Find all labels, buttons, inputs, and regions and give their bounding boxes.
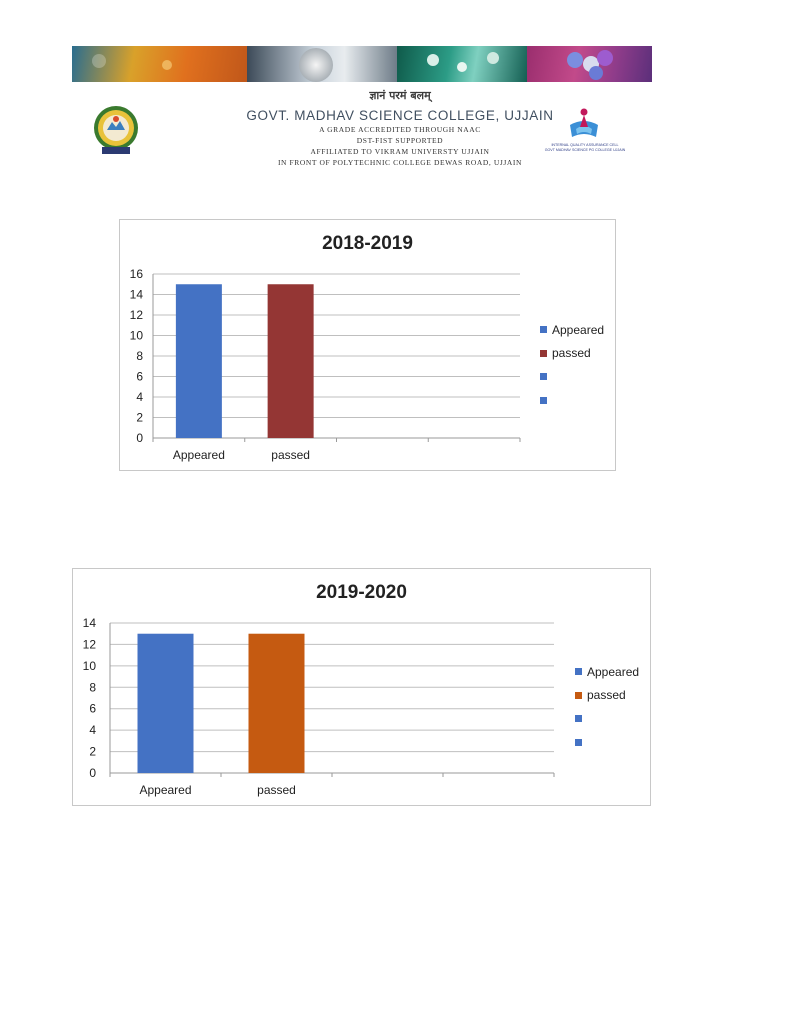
y-tick-label: 12 [82,637,96,652]
legend-label: passed [552,346,591,361]
legend-item [575,660,639,684]
y-tick-label: 14 [129,287,143,302]
legend-item [575,707,639,731]
y-tick-label: 6 [136,369,143,384]
legend-label: Appeared [587,664,640,679]
chart-legend [575,660,639,754]
y-tick-label: 16 [129,267,143,281]
support-line: DST-FIST SUPPORTED [356,136,444,145]
x-category-label: Appeared [139,783,192,797]
y-tick-label: 2 [136,410,143,425]
college-name: GOVT. MADHAV SCIENCE COLLEGE, UJJAIN [246,108,554,123]
chart-legend [540,318,604,412]
banner-panel-formulas [72,46,247,82]
legend-label: Appeared [552,322,605,337]
y-tick-label: 10 [129,328,143,343]
x-category-label: passed [257,783,296,797]
y-tick-label: 4 [136,390,143,404]
banner-panel-molecules [397,46,527,82]
legend-item [540,318,604,342]
y-tick-label: 8 [136,349,143,363]
y-tick-label: 8 [89,680,96,695]
chart-2018-2019 [119,219,616,471]
legend-swatch [540,326,547,333]
banner-panel-robot [247,46,397,82]
chart-plot-area [73,569,650,805]
legend-item [575,731,639,755]
iqac-subtitle: GOVT MADHAV SCIENCE PG COLLEGE UJJAIN [544,148,626,152]
chart-title: 2018-2019 [322,233,413,254]
y-tick-label: 14 [82,616,96,630]
address-line: IN FRONT OF POLYTECHNIC COLLEGE DEWAS ROAD, UJJAIN [277,158,523,167]
bar-appeared [176,284,222,438]
legend-swatch [540,350,547,357]
y-tick-label: 2 [89,744,96,759]
legend-swatch [575,668,582,675]
legend-swatch [575,739,582,746]
legend-item [575,684,639,708]
y-tick-label: 10 [82,658,96,673]
x-category-label: passed [271,448,310,462]
y-tick-label: 0 [89,766,96,780]
legend-item [540,342,604,366]
accreditation-line: A GRADE ACCREDITED THROUGH NAAC [319,125,481,134]
iqac-logo [536,103,634,157]
legend-swatch [540,397,547,404]
chart-2019-2020 [72,568,651,806]
bar-appeared [138,634,194,773]
y-tick-label: 0 [136,431,143,445]
chart-title: 2019-2020 [316,582,407,603]
legend-swatch [575,715,582,722]
banner-panel-atoms [527,46,652,82]
affiliation-line: AFFILIATED TO VIKRAM UNIVERSTY UJJAIN [310,147,490,156]
legend-swatch [540,373,547,380]
legend-label: passed [587,688,626,703]
college-seal-logo [90,104,142,156]
y-tick-label: 12 [129,308,143,322]
y-tick-label: 4 [89,723,96,738]
header-banner [72,46,652,82]
iqac-title: INTERNAL QUALITY ASSURANCE CELL [551,143,619,147]
bar-passed [249,634,305,773]
x-category-label: Appeared [172,448,225,462]
college-motto: ज्ञानं परमं बलम् [369,89,431,102]
bar-passed [268,284,314,438]
legend-item [540,365,604,389]
y-tick-label: 6 [89,701,96,716]
legend-item [540,389,604,413]
legend-swatch [575,692,582,699]
